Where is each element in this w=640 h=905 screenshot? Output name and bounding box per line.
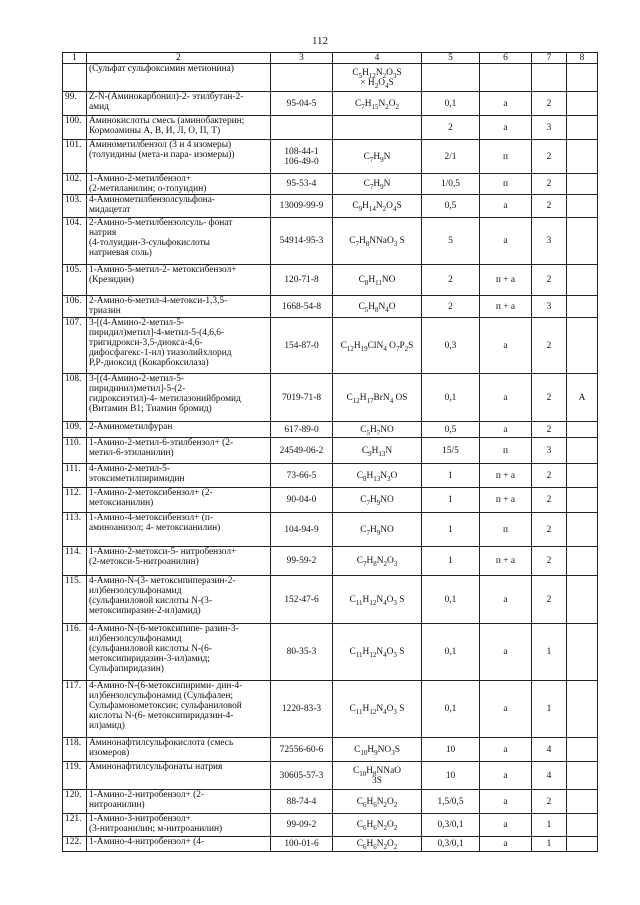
cas-number: 88-74-4	[271, 790, 333, 814]
cas-number: 154-87-0	[271, 318, 333, 374]
value-c8	[567, 624, 598, 681]
value-c7	[532, 64, 567, 92]
substance-name: 4-Амино-2-метил-5- этоксиметилпиримидин	[87, 464, 271, 488]
column-header: 1	[63, 53, 87, 64]
table-row	[63, 547, 598, 576]
value-c8	[567, 92, 598, 116]
value-c8	[567, 318, 598, 374]
row-number: 119.	[63, 762, 87, 790]
substance-name: Аминокислоты смесь (аминобактерин; Кормоамины А, В, И, Л, О, П, Т)	[87, 116, 271, 140]
row-number: 111.	[63, 464, 87, 488]
value-c5: 15/5	[422, 438, 480, 464]
value-c5: 0,1	[422, 681, 480, 738]
value-c5: 2	[422, 116, 480, 140]
value-c5: 0,1	[422, 624, 480, 681]
value-c6: а	[480, 624, 532, 681]
value-c8	[567, 438, 598, 464]
value-c8	[567, 140, 598, 174]
value-c7: 3	[532, 296, 567, 318]
substance-name: 1-Амино-5-метил-2- метоксибензол+ (Крезидин)	[87, 265, 271, 296]
value-c6: а	[480, 422, 532, 438]
substance-name: 1-Амино-2-метоксибензол+ (2- метоксианилин)	[87, 488, 271, 513]
cas-number: 30605-57-3	[271, 762, 333, 790]
table-row	[63, 624, 598, 681]
value-c5: 2	[422, 296, 480, 318]
value-c7: 2	[532, 576, 567, 624]
chemical-formula	[333, 116, 422, 140]
value-c7: 2	[532, 513, 567, 547]
value-c5: 5	[422, 218, 480, 265]
value-c7: 3	[532, 438, 567, 464]
row-number: 109.	[63, 422, 87, 438]
row-number: 117.	[63, 681, 87, 738]
table-row	[63, 296, 598, 318]
cas-number: 72556-60-6	[271, 738, 333, 762]
table-row	[63, 92, 598, 116]
table-row	[63, 837, 598, 852]
value-c8	[567, 837, 598, 852]
cas-number: 99-59-2	[271, 547, 333, 576]
value-c7: 2	[532, 265, 567, 296]
table-row	[63, 814, 598, 837]
value-c7: 2	[532, 174, 567, 195]
value-c6	[480, 64, 532, 92]
substance-name: 3-[(4-Амино-2-метил-5- пиридинил)метил]-5-(2- гидроксиэтил)-4- метилазонийбромид (Витамин В1; Тиамин бромид)	[87, 374, 271, 422]
value-c5: 2/1	[422, 140, 480, 174]
row-number: 106.	[63, 296, 87, 318]
substance-name: (Сульфат сульфоксимин метионина)	[87, 64, 271, 92]
value-c7: 2	[532, 422, 567, 438]
chemical-formula: $C_{10}H_8NNaO$ 3S	[333, 762, 422, 790]
row-number: 108.	[63, 374, 87, 422]
chemical-formula: $C_7H_8NNaO_3$ S	[333, 218, 422, 265]
value-c5: 1,5/0,5	[422, 790, 480, 814]
value-c7: 3	[532, 116, 567, 140]
value-c5: 0,5	[422, 422, 480, 438]
cas-number: 99-09-2	[271, 814, 333, 837]
value-c8	[567, 681, 598, 738]
value-c5: 0,1	[422, 374, 480, 422]
table-row	[63, 762, 598, 790]
value-c7: 2	[532, 92, 567, 116]
value-c6: а	[480, 762, 532, 790]
substance-name: Аминометилбензол (3 и 4 изомеры) (толуидины (мета-и пара- изомеры))	[87, 140, 271, 174]
table-row	[63, 218, 598, 265]
column-header: 5	[422, 53, 480, 64]
table-row	[63, 374, 598, 422]
value-c6: а	[480, 218, 532, 265]
value-c8	[567, 488, 598, 513]
value-c5: 0,1	[422, 576, 480, 624]
row-number: 105.	[63, 265, 87, 296]
value-c6: а	[480, 318, 532, 374]
value-c6: а	[480, 681, 532, 738]
value-c8	[567, 195, 598, 218]
value-c7: 4	[532, 762, 567, 790]
column-header: 7	[532, 53, 567, 64]
row-number: 107.	[63, 318, 87, 374]
value-c6: п + а	[480, 296, 532, 318]
value-c7: 2	[532, 488, 567, 513]
cas-number: 80-35-3	[271, 624, 333, 681]
value-c7: 2	[532, 464, 567, 488]
value-c8	[567, 513, 598, 547]
value-c6: п	[480, 140, 532, 174]
value-c6: а	[480, 374, 532, 422]
table-row	[63, 681, 598, 738]
cas-number: 95-53-4	[271, 174, 333, 195]
cas-number: 7019-71-8	[271, 374, 333, 422]
value-c6: а	[480, 790, 532, 814]
value-c7: 1	[532, 814, 567, 837]
value-c5: 2	[422, 265, 480, 296]
table-row	[63, 174, 598, 195]
row-number: 101.	[63, 140, 87, 174]
value-c7: 2	[532, 318, 567, 374]
row-number: 116.	[63, 624, 87, 681]
value-c8	[567, 464, 598, 488]
value-c8	[567, 738, 598, 762]
value-c8	[567, 422, 598, 438]
value-c5: 1	[422, 488, 480, 513]
substance-name: Аминонафтилсульфокислота (смесь изомеров)	[87, 738, 271, 762]
value-c8	[567, 218, 598, 265]
row-number: 112.	[63, 488, 87, 513]
value-c5	[422, 64, 480, 92]
table-row	[63, 576, 598, 624]
table-row	[63, 195, 598, 218]
chemical-formula: $C_9H_{13}N$	[333, 438, 422, 464]
value-c6: а	[480, 837, 532, 852]
value-c6: а	[480, 576, 532, 624]
cas-number: 1220-83-3	[271, 681, 333, 738]
table-row	[63, 513, 598, 547]
table-row	[63, 790, 598, 814]
header-row	[63, 53, 598, 64]
value-c5: 0,3/0,1	[422, 814, 480, 837]
value-c6: а	[480, 116, 532, 140]
value-c5: 10	[422, 738, 480, 762]
chemical-formula: $C_{11}H_{12}N_4O_3$ S	[333, 624, 422, 681]
row-number: 100.	[63, 116, 87, 140]
substance-name: 4-Аминометилбензолсульфона- мидацетат	[87, 195, 271, 218]
value-c6: п + а	[480, 488, 532, 513]
value-c8	[567, 576, 598, 624]
substance-name: 1-Амино-2-метокси-5- нитробензол+ (2-метокси-5-нитроанилин)	[87, 547, 271, 576]
value-c8	[567, 814, 598, 837]
value-c8	[567, 64, 598, 92]
value-c6: п + а	[480, 265, 532, 296]
value-c6: а	[480, 814, 532, 837]
row-number: 121.	[63, 814, 87, 837]
value-c7: 4	[532, 738, 567, 762]
value-c7: 2	[532, 374, 567, 422]
table-row	[63, 116, 598, 140]
value-c8	[567, 174, 598, 195]
chemical-formula: $C_{12}H_{19}ClN_4$ $O_7P_2S$	[333, 318, 422, 374]
substances-table	[62, 52, 598, 852]
value-c8	[567, 762, 598, 790]
table-row	[63, 265, 598, 296]
substance-name: 1-Амино-4-нитробензол+ (4-	[87, 837, 271, 852]
column-header: 4	[333, 53, 422, 64]
cas-number: 1668-54-8	[271, 296, 333, 318]
value-c6: п	[480, 174, 532, 195]
cas-number: 54914-95-3	[271, 218, 333, 265]
row-number: 122.	[63, 837, 87, 852]
value-c5: 0,3	[422, 318, 480, 374]
substance-name: 1-Амино-2-метилбензол+ (2-метиланилин; о-толуидин)	[87, 174, 271, 195]
value-c8	[567, 547, 598, 576]
chemical-formula: $C_7H_8N_2O_3$	[333, 547, 422, 576]
value-c6: п + а	[480, 464, 532, 488]
row-number: 102.	[63, 174, 87, 195]
chemical-formula: $C_7H_{15}N_2O_2$	[333, 92, 422, 116]
chemical-formula: $C_{11}H_{12}N_4O_3$ S	[333, 681, 422, 738]
substance-name: 1-Амино-2-нитробензол+ (2- нитроанилин)	[87, 790, 271, 814]
cas-number: 152-47-6	[271, 576, 333, 624]
value-c7: 2	[532, 195, 567, 218]
column-header: 8	[567, 53, 598, 64]
value-c6: п	[480, 438, 532, 464]
value-c5: 1/0,5	[422, 174, 480, 195]
substance-name: 4-Амино-N-(6-метоксипипе- разин-3- ил)бензолсульфонамид (сульфаниловой кислоты N-(6- метоксипиридазин-3-ил)амид; Сульфапиридазин)	[87, 624, 271, 681]
value-c6: а	[480, 92, 532, 116]
row-number: 99.	[63, 92, 87, 116]
row-number: 113.	[63, 513, 87, 547]
row-number: 103.	[63, 195, 87, 218]
substance-name: 3-[(4-Амино-2-метил-5- пиридил)метил]-4-метил-5-(4,6,6- тригидрокси-3,5-диокса-4,6- дифосфагекс-1-ил) тиазолийхлорид P,P-диоксид (Кокарбоксилаза)	[87, 318, 271, 374]
value-c7: 2	[532, 140, 567, 174]
chemical-formula: $C_5H_8N_4O$	[333, 296, 422, 318]
chemical-formula: $C_5H_7NO$	[333, 422, 422, 438]
substance-name: 1-Амино-4-метоксибензол+ (п- аминоанизол; 4- метоксианилин)	[87, 513, 271, 547]
value-c8	[567, 790, 598, 814]
cas-number: 120-71-8	[271, 265, 333, 296]
value-c7: 1	[532, 624, 567, 681]
substance-name: 1-Амино-2-метил-6-этилбензол+ (2- метил-6-этиланилин)	[87, 438, 271, 464]
value-c8	[567, 296, 598, 318]
substance-name: Z-N-(Аминокарбонил)-2- этилбутан-2- амид	[87, 92, 271, 116]
row-number: 110.	[63, 438, 87, 464]
chemical-formula: $C_9H_{14}N_2O_4S$	[333, 195, 422, 218]
value-c5: 10	[422, 762, 480, 790]
value-c8	[567, 265, 598, 296]
value-c7: 1	[532, 837, 567, 852]
chemical-formula: $C_7H_9NO$	[333, 488, 422, 513]
value-c5: 1	[422, 464, 480, 488]
cas-number	[271, 64, 333, 92]
cas-number: 617-89-0	[271, 422, 333, 438]
chemical-formula: $C_6H_6N_2O_2$	[333, 837, 422, 852]
substance-name: 4-Амино-N-(6-метоксипирими- дин-4- ил)бензолсульфонамид (Сульфален; Сульфамонометоксин; сульфаниловой кислоты N-(6- метоксипиридазин-4- ил)амид)	[87, 681, 271, 738]
substance-name: 1-Амино-3-нитробензол+ (3-нитроанилин; м-нитроанилин)	[87, 814, 271, 837]
chemical-formula: $C_6H_6N_2O_2$	[333, 790, 422, 814]
chemical-formula: $C_8H_{13}N_3O$	[333, 464, 422, 488]
value-c7: 3	[532, 218, 567, 265]
table-row	[63, 488, 598, 513]
value-c6: а	[480, 195, 532, 218]
value-c5: 0,3/0,1	[422, 837, 480, 852]
cas-number: 73-66-5	[271, 464, 333, 488]
substance-name: 2-Амино-5-метилбензолсуль- фонат натрия (4-толуидин-3-сульфокислоты натриевая соль)	[87, 218, 271, 265]
chemical-formula: $C_5H_{12}N_2O_3S$ × $H_2O_4S$	[333, 64, 422, 92]
substance-name: Аминонафтилсульфонаты натрия	[87, 762, 271, 790]
cas-number: 104-94-9	[271, 513, 333, 547]
row-number: 118.	[63, 738, 87, 762]
cas-number: 100-01-6	[271, 837, 333, 852]
table-row	[63, 422, 598, 438]
substance-name: 2-Амино-6-метил-4-метокси-1,3,5- триазин	[87, 296, 271, 318]
chemical-formula: $C_{12}H_{17}BrN_4$ OS	[333, 374, 422, 422]
cas-number	[271, 116, 333, 140]
chemical-formula: $C_{11}H_{12}N_4O_3$ S	[333, 576, 422, 624]
table-row	[63, 318, 598, 374]
value-c6: п + а	[480, 547, 532, 576]
value-c5: 1	[422, 547, 480, 576]
value-c7: 2	[532, 790, 567, 814]
row-number: 115.	[63, 576, 87, 624]
cas-number: 108-44-1 106-49-0	[271, 140, 333, 174]
row-number	[63, 64, 87, 92]
table-row	[63, 140, 598, 174]
column-header: 3	[271, 53, 333, 64]
chemical-formula: $C_7H_9NO$	[333, 513, 422, 547]
value-c7: 1	[532, 681, 567, 738]
substance-name: 2-Аминометилфуран	[87, 422, 271, 438]
value-c8: А	[567, 374, 598, 422]
row-number: 104.	[63, 218, 87, 265]
cas-number: 24549-06-2	[271, 438, 333, 464]
row-number: 120.	[63, 790, 87, 814]
cas-number: 95-04-5	[271, 92, 333, 116]
value-c5: 0,1	[422, 92, 480, 116]
row-number: 114.	[63, 547, 87, 576]
value-c8	[567, 116, 598, 140]
table-row	[63, 738, 598, 762]
chemical-formula: $C_7H_9N$	[333, 174, 422, 195]
chemical-formula: $C_7H_9N$	[333, 140, 422, 174]
value-c5: 1	[422, 513, 480, 547]
chemical-formula: $C_{10}H_9NO_3S$	[333, 738, 422, 762]
cas-number: 13009-99-9	[271, 195, 333, 218]
column-header: 2	[87, 53, 271, 64]
value-c6: а	[480, 738, 532, 762]
chemical-formula: $C_6H_6N_2O_2$	[333, 814, 422, 837]
table-row	[63, 464, 598, 488]
substance-name: 4-Амино-N-(3- метоксипиперазин-2- ил)бензолсульфонамид (сульфаниловой кислоты N-(3- метоксипиразин-2-ил)амид)	[87, 576, 271, 624]
value-c7: 2	[532, 547, 567, 576]
column-header: 6	[480, 53, 532, 64]
cas-number: 90-04-0	[271, 488, 333, 513]
table-row	[63, 64, 598, 92]
chemical-formula: $C_8H_{11}NO$	[333, 265, 422, 296]
value-c6: п	[480, 513, 532, 547]
table-row	[63, 438, 598, 464]
value-c5: 0,5	[422, 195, 480, 218]
page-number: 112	[311, 35, 329, 47]
